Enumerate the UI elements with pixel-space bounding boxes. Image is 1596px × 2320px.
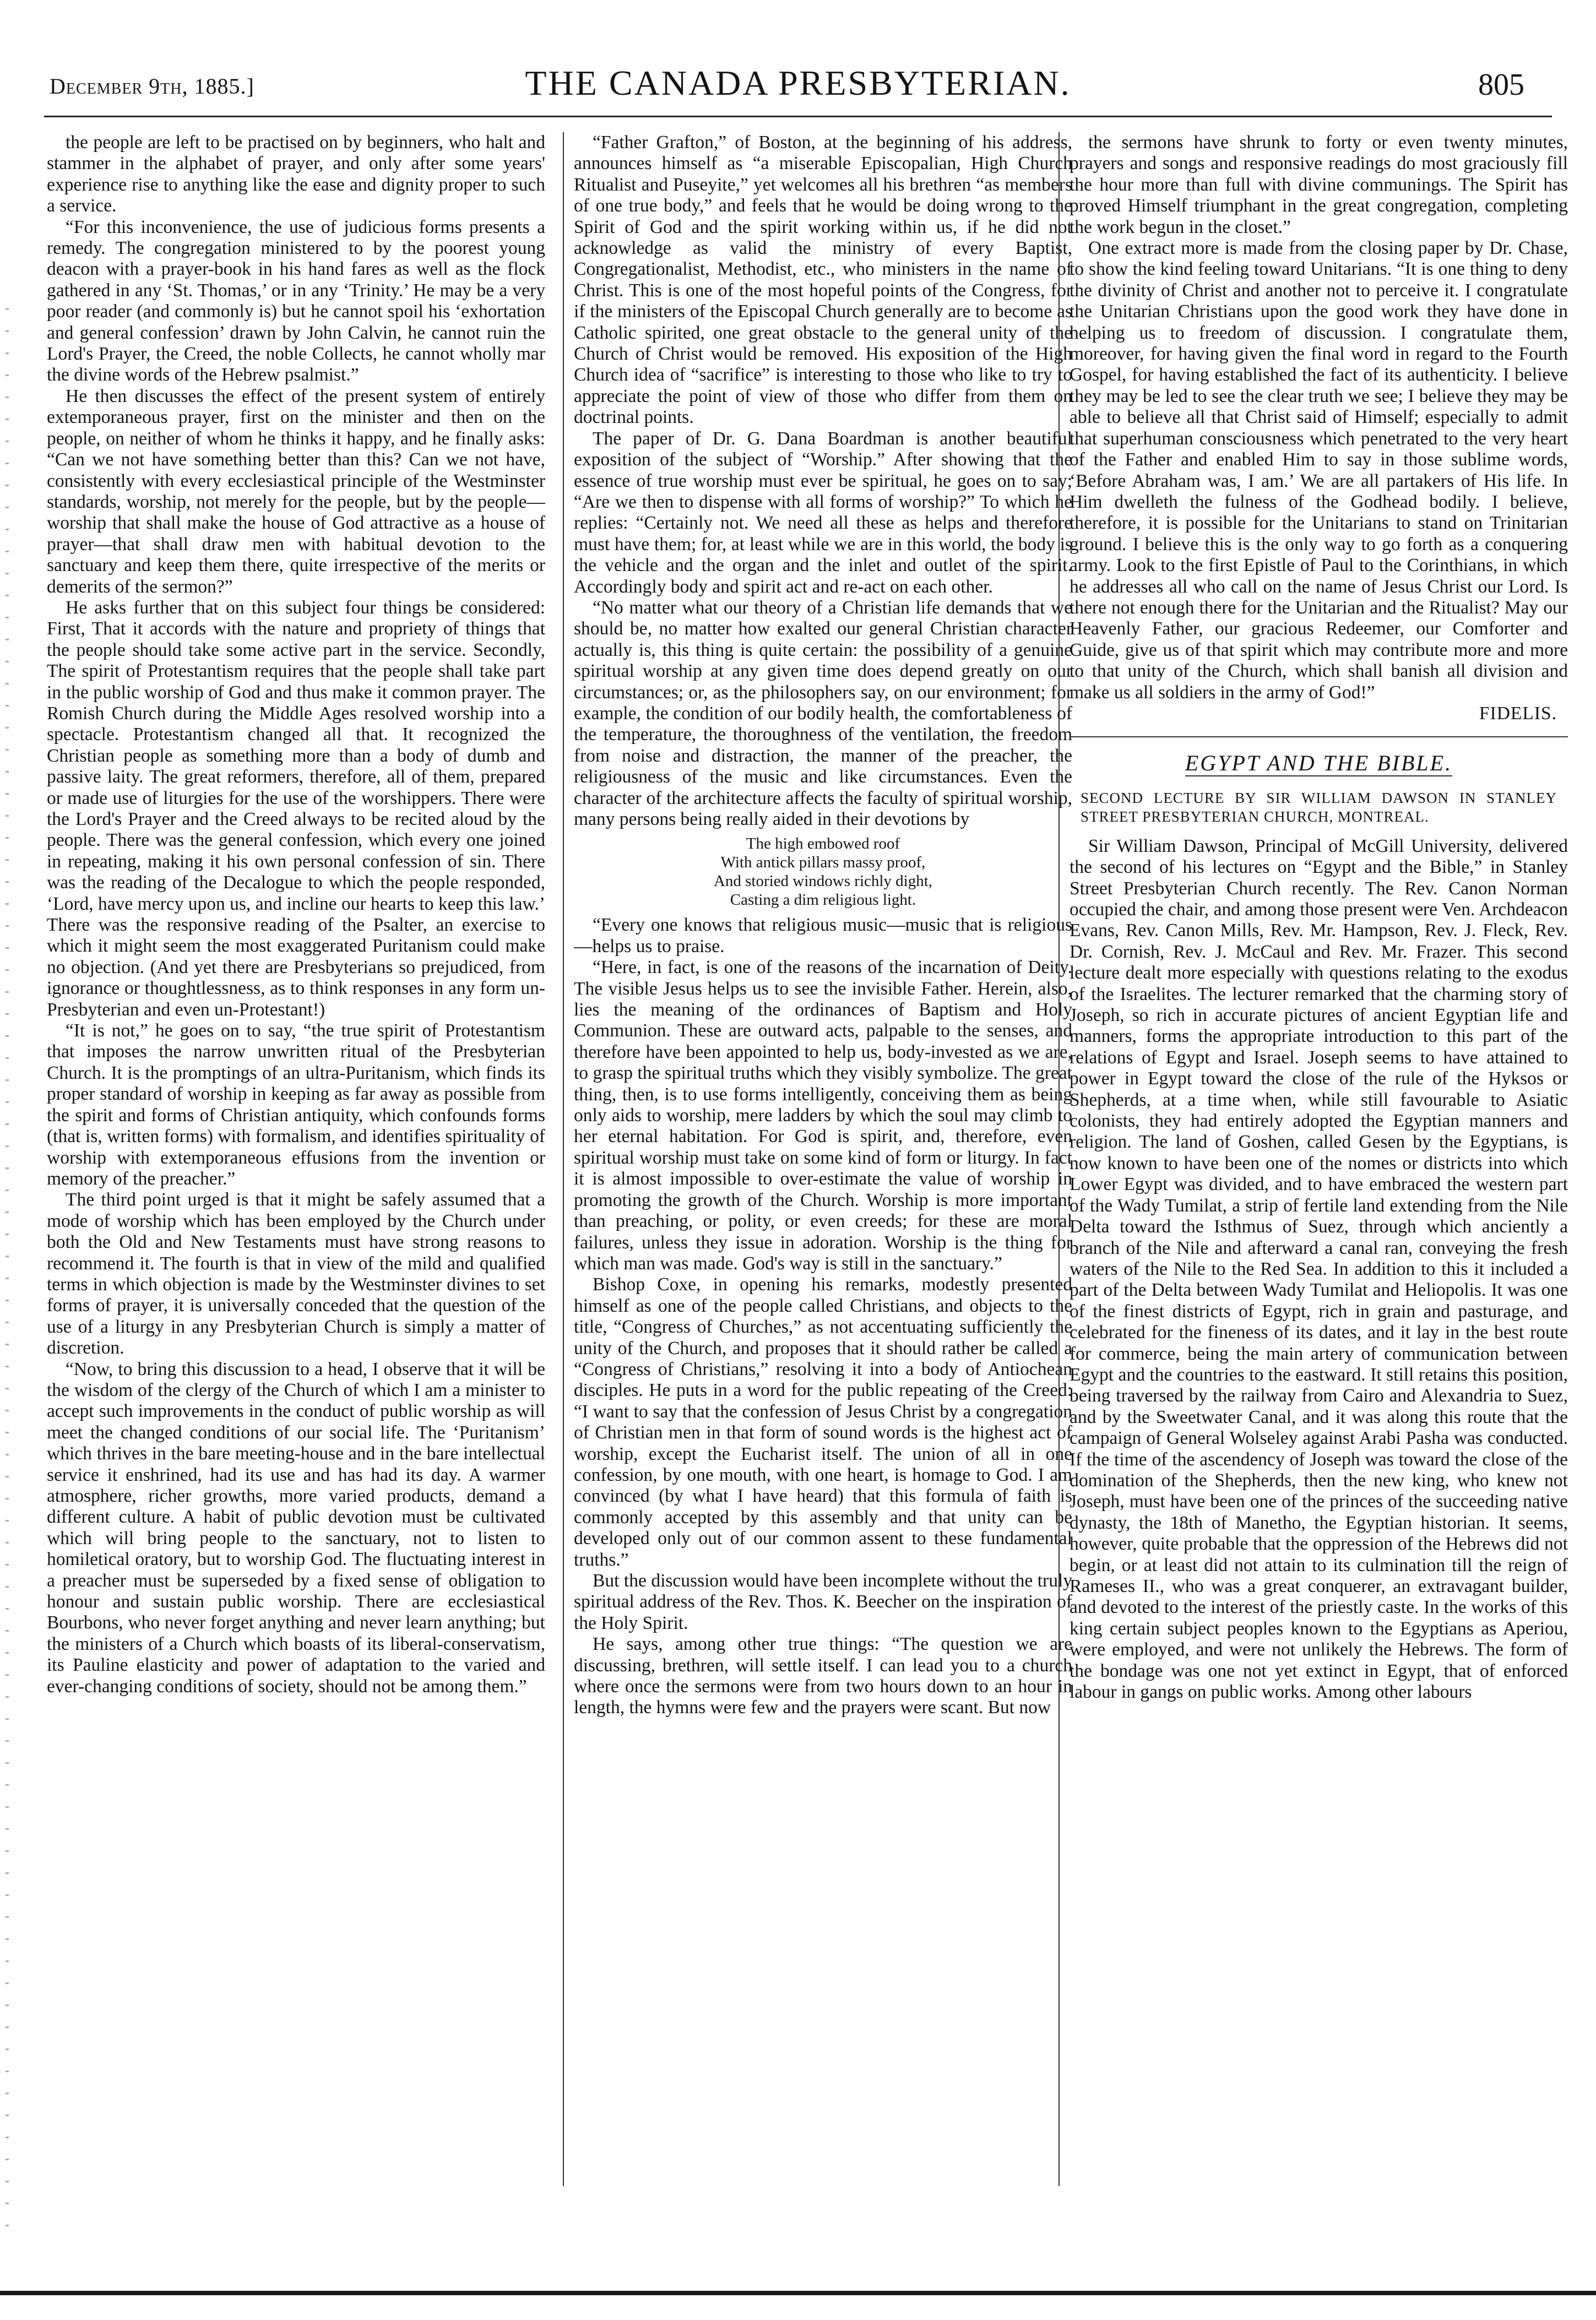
signature: FIDELIS. [1479, 703, 1557, 724]
section-subhead: SECOND LECTURE BY SIR WILLIAM DAWSON IN STANLEY STREET PRESBYTERIAN CHURCH, MONTREAL. [1081, 789, 1557, 825]
poem-line: With antick pillars massy proof, [720, 854, 926, 872]
page-number: 805 [1478, 68, 1524, 102]
column-2 [574, 132, 1072, 2203]
newspaper-title: THE CANADA PRESBYTERIAN. [525, 63, 1071, 102]
section-title [1070, 753, 1568, 774]
paragraph: But the discussion would have been incomplete without the truly spiritual address of the Rev. Thos. K. Beecher on the inspiration of the Holy Spirit. [574, 1571, 1072, 1633]
paragraph: “It is not,” he goes on to say, “the true spirit of Protestantism that imposes the narrow unwritten ritual of the Presbyterian Church. It is the promptings of an ultra-Puritanism, which finds its proper standard of worship in keeping as far away as possible from the spirit and forms of Christian antiquity, which confounds forms (that is, written forms) with formalism, and identifies spirituality of worship with extemporaneous effusions from the invention or memory of the preacher.” [47, 1020, 545, 1189]
paragraph: “For this inconvenience, the use of judicious forms presents a remedy. The congregation ministered to by the poorest young deacon with a prayer-book in his hand fares as well as the flock gathered in any ‘St. Thomas,’ or in any ‘Trinity.’ He may be a very poor reader (and commonly is) but he cannot spoil his ‘exhortation and general confession’ drawn by John Calvin, he cannot ruin the Lord's Prayer, the Creed, the noble Collects, he cannot wholly mar the divine words of the Hebrew psalmist.” [47, 216, 545, 385]
paragraph: the people are left to be practised on by beginners, who halt and stammer in the alphabet of prayer, and only after some years' experience rise to anything like the ease and dignity proper to such a service. [47, 132, 545, 216]
section-title-text: EGYPT AND THE BIBLE. [1185, 751, 1453, 776]
column-rule [563, 132, 564, 2186]
paragraph: “Here, in fact, is one of the reasons of the incarnation of Deity. The visible Jesus helps us to see the invisible Father. Herein, also, lies the meaning of the ordinances of Baptism and Holy Communion. These are outward acts, palpable to the senses, and therefore have been appointed to help us, body-invested as we are, to grasp the spiritual truths which they visibly symbolize. The great thing, then, is to use forms intelligently, conceiving them as being only aids to worship, mere ladders by which the soul may climb to her eternal habitation. For God is spirit, and, therefore, even spiritual worship must take on some kind of form or liturgy. In fact it is almost impossible to over-estimate the value of worship in promoting the growth of the Church. Worship is more important than preaching, or polity, or even creeds; for these are moral failures, unless they issue in adoration. Worship is the thing for which man was made. God's way is still in the sanctuary.” [574, 957, 1072, 1274]
paragraph: the sermons have shrunk to forty or even twenty minutes, prayers and songs and responsive readings do most graciously fill the hour more than full with divine communings. The Spirit has proved Himself triumphant in the great congregation, completing the work begun in the closet.” [1070, 132, 1568, 237]
paragraph: He asks further that on this subject four things be considered: First, That it accords with the nature and propriety of things that the people should take some active part in the service. Secondly, The spirit of Protestantism requires that the people shall take part in the public worship of God and thus make it common prayer. The Romish Church during the Middle Ages resolved worship into a spectacle. Protestantism changed all that. It recognized the Christian people as something more than a body of dumb and passive laity. The great reformers, therefore, all of them, prepared or made use of liturgies for the use of the worshippers. There were the Lord's Prayer and the Creed always to be recited aloud by the people. There was the general confession, which every one joined in repeating, making it his own personal confession of sin. There was the reading of the Decalogue to which the people responded, ‘Lord, have mercy upon us, and incline our hearts to keep this law.’ There was the responsive reading of the Psalter, an exercise to which it might seem the most exaggerated Puritanism could make no objection. (And yet there are Presbyterians so prejudiced, from ignorance or thoughtlessness, as to think responses in any form un-Presbyterian and even un-Protestant!) [47, 597, 545, 1020]
poem-quote [574, 834, 1072, 909]
paragraph: Bishop Coxe, in opening his remarks, modestly presented himself as one of the people called Christians, and objects to the title, “Congress of Churches,” as not accentuating sufficiently the unity of the Church, and proposes that it should rather be called a “Congress of Christians,” resolving it into a body of Antiochean disciples. He puts in a word for the public repeating of the Creed: “I want to say that the confession of Jesus Christ by a congregation of Christian men in that form of sound words is the highest act of worship, except the Eucharist itself. The union of all in one confession, by one mouth, with one heart, is homage to God. I am convinced (by what I have heard) that this formula of faith is commonly accepted by this assembly and that unity can be developed only out of our common assent to these fundamental truths.” [574, 1274, 1072, 1570]
paragraph: The third point urged is that it might be safely assumed that a mode of worship which has been employed by the Church under both the Old and New Testaments must have strong reasons to recommend it. The fourth is that in view of the mild and qualified terms in which objection is made by the Westminster divines to set forms of prayer, it is universally conceded that the question of the use of a liturgy in any Presbyterian Church is simply a matter of discretion. [47, 1189, 545, 1359]
paragraph: “No matter what our theory of a Christian life demands that we should be, no matter how exalted our general Christian character actually is, this thing is quite certain: the possibility of a genuine spiritual worship at any given time does depend greatly on our circumstances; or, as the philosophers say, on our environment; for example, the condition of our bodily health, the comfortableness of the temperature, the thoroughness of the ventilation, the freedom from noise and distraction, the manner of the preacher, the religiousness of the music and like circumstances. Even the character of the architecture affects the faculty of spiritual worship, many persons being really aided in their devotions by [574, 597, 1072, 829]
paragraph: One extract more is made from the closing paper by Dr. Chase, to show the kind feeling toward Unitarians. “It is one thing to deny the divinity of Christ and another not to perceive it. I congratulate the Unitarian Christians upon the good work they have done in helping us to freedom of discussion. I congratulate them, moreover, for having given the final word in regard to the Fourth Gospel, for having established the fact of its authenticity. I believe they may be led to see the clear truth we see; I believe they may be able to believe all that Christ said of Himself; especially to admit that superhuman consciousness which penetrated to the very heart of the Father and enabled Him to say in those sublime words, ‘Before Abraham was, I am.’ We are all partakers of His life. In Him dwelleth the fulness of the Godhead bodily. I believe, therefore, it is possible for the Unitarians to stand on Trinitarian ground. I believe this is the only way to go forth as a conquering army. Look to the first Epistle of Paul to the Corinthians, in which he addresses all who call on the name of Jesus Christ our Lord. Is there not enough there for the Unitarian and the Ritualist? May our Heavenly Father, our gracious Redeemer, our Comforter and Guide, give us of that spirit which may contribute more and more to that unity of the Church, which shall banish all division and make us all soldiers in the army of God!” [1070, 238, 1568, 703]
paragraph: He says, among other true things: “The question we are discussing, brethren, will settle itself. I can lead you to a church where once the sermons were from two hours down to an hour in length, the hymns were few and the prayers were scant. But now [574, 1634, 1072, 1718]
paragraph: “Every one knows that religious music—music that is religious—helps us to praise. [574, 915, 1072, 957]
paragraph: “Now, to bring this discussion to a head, I observe that it will be the wisdom of the clergy of the Church of which I am a minister to accept such improvements in the conduct of public worship as will meet the changed conditions of our social life. The ‘Puritanism’ which thrives in the bare meeting-house and in the bare intellectual service it enshrined, had its use and has had its day. A warmer atmosphere, richer growths, more varied products, demand a different culture. A habit of public devotion must be cultivated which will bring people to the sanctuary, not to listen to homiletical oratory, but to worship God. The fluctuating interest in a preacher must be superseded by a fixed sense of obligation to honour and sustain public worship. There are ecclesiastical Bourbons, who never forget anything and never learn anything; but the ministers of a Church which boasts of its liberal-conservatism, its Pauline elasticity and power of adaptation to the varied and ever-changing conditions of society, should not be among them.” [47, 1359, 545, 1697]
poem-line: And storied windows richly dight, [713, 872, 933, 890]
column-1 [47, 132, 545, 2203]
paragraph: He then discusses the effect of the present system of entirely extemporaneous prayer, first on the minister and then on the people, on neither of whom he thinks it happy, and he finally asks: “Can we not have something better than this? Can we not have, consistently with every ecclesiastical principle of the Westminster standards, worship, not merely for the people, but by the people—worship that shall make the house of God attractive as a house of prayer—that shall draw men with habitual devotion to the sanctuary and keep them there, quite irrespective of the merits or demerits of the sermon?” [47, 385, 545, 597]
paragraph: “Father Grafton,” of Boston, at the beginning of his address, announces himself as “a miserable Episcopalian, High Church Ritualist and Puseyite,” yet welcomes all his brethren “as members of one true body,” and feels that he would be doing wrong to the Spirit of God and the spirit working within us, if he did not acknowledge as valid the ministry of every Baptist, Congregationalist, Methodist, etc., who ministers in the name of Christ. This is one of the most hopeful points of the Congress, for if the ministers of the Episcopal Church generally are to become as Catholic spirited, one great obstacle to the general unity of the Church of Christ would be removed. His exposition of the High Church idea of “sacrifice” is interesting to those who like to try to appreciate the point of view of those who differ from them on doctrinal points. [574, 132, 1072, 428]
margin-specks [6, 308, 9, 2236]
paragraph: The paper of Dr. G. Dana Boardman is another beautiful exposition of the subject of “Worship.” After showing that the essence of true worship must ever be spiritual, he goes on to say; “Are we then to dispense with all forms of worship?” To which he replies: “Certainly not. We need all these as helps and therefore must have them; for, at least while we are in this world, the body is the vehicle and the organ and the inlet and outlet of the spirit. Accordingly body and spirit act and re-act on each other. [574, 428, 1072, 597]
header-rule [44, 116, 1552, 117]
footer-rule [0, 2291, 1596, 2295]
issue-date: December 9th, 1885.] [50, 74, 254, 99]
poem-line: The high embowed roof [746, 835, 900, 853]
section-separator [1070, 736, 1568, 737]
paragraph: Sir William Dawson, Principal of McGill University, delivered the second of his lectures on “Egypt and the Bible,” in Stanley Street Presbyterian Church recently. The Rev. Canon Norman occupied the chair, and among those present were Ven. Archdeacon Evans, Rev. Canon Mills, Rev. Mr. Hampson, Rev. J. Fleck, Rev. Dr. Cornish, Rev. J. McCaul and Rev. Mr. Frazer. This second lecture dealt more especially with questions relating to the exodus of the Israelites. The lecturer remarked that the charming story of Joseph, so rich in accurate pictures of ancient Egyptian life and manners, forms the appropriate introduction to this part of the relations of Egypt and Israel. Joseph seems to have attained to power in Egypt toward the close of the rule of the Hyksos or Shepherds, at a time when, while still favourable to Asiatic colonists, they had entirely adopted the Egyptian manners and religion. The land of Goshen, called Gesen by the Egyptians, is now known to have been one of the nomes or districts into which Lower Egypt was divided, and to have embraced the western part of the Wady Tumilat, a strip of fertile land extending from the Nile Delta toward the Isthmus of Suez, through which anciently a branch of the Nile and afterward a canal ran, conveying the fresh waters of the Nile to the Red Sea. In addition to this it included a part of the Delta between Wady Tumilat and Heliopolis. It was one of the finest districts of Egypt, rich in grain and pasturage, and celebrated for the fineness of its dates, and it lay in the best route for commerce, being the main artery of communication between Egypt and the countries to the eastward. It still retains this position, being traversed by the railway from Cairo and Alexandria to Suez, and by the Sweetwater Canal, and it was along this route that the campaign of General Wolseley against Arabi Pasha was conducted. If the time of the ascendency of Joseph was toward the close of the domination of the Shepherds, then the new king, who knew not Joseph, must have been one of the princes of the succeeding native dynasty, the 18th of Manetho, the Egyptian historian. It seems, however, quite probable that the oppression of the Hebrews did not begin, or at least did not attain to its culmination till the reign of Rameses II., who was a great conquerer, an extravagant builder, and devoted to the interest of the priestly caste. In the works of this king certain subject peoples known to the Egyptians as Aperiou, were employed, and were not unlikely the Hebrews. The form of the bondage was one not yet extinct in Egypt, that of enforced labour in gangs on public works. Among other labours [1070, 835, 1568, 1703]
column-3 [1070, 132, 1568, 2203]
page-header [39, 61, 1557, 110]
poem-line: Casting a dim religious light. [730, 891, 916, 909]
